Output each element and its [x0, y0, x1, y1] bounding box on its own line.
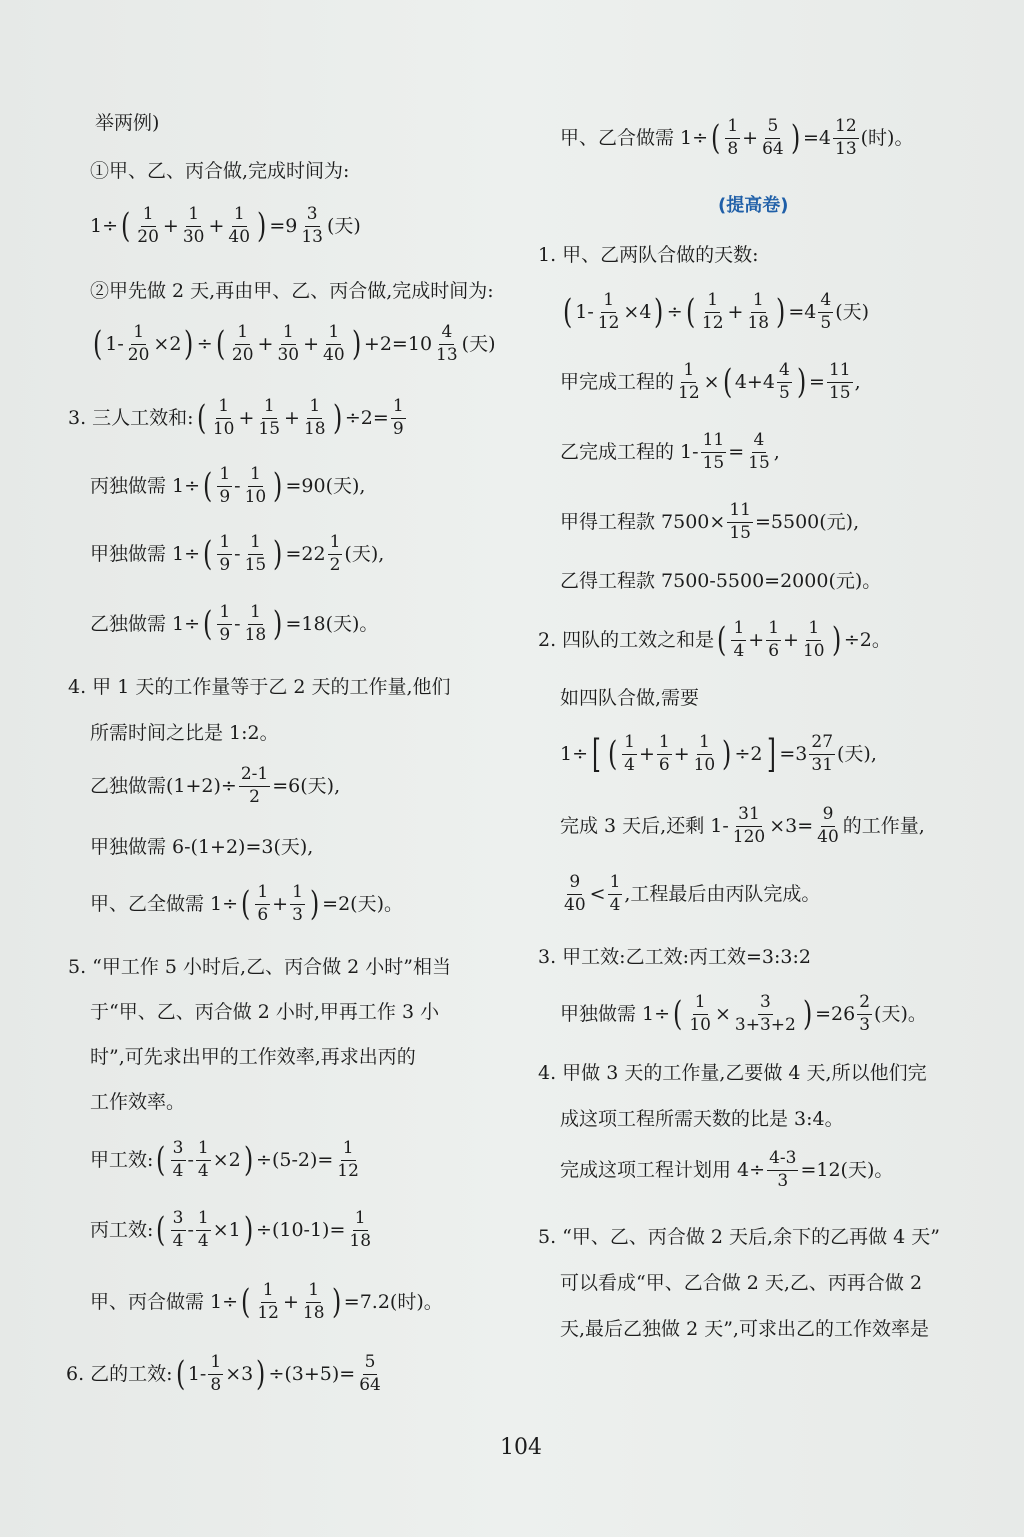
- q5-line-b: 于“甲、乙、丙合做 2 小时,甲再工作 3 小: [90, 1001, 440, 1023]
- section-title: (提高卷): [718, 195, 789, 216]
- p2-line-b: 如四队合做,需要: [560, 687, 700, 709]
- p5-line-c: 天,最后乙独做 2 天”,可求出乙的工作效率是: [560, 1318, 929, 1340]
- p5-line-a: 5. “甲、乙、丙合做 2 天后,余下的乙再做 4 天”: [538, 1226, 940, 1248]
- p1-line: 1. 甲、乙两队合做的天数:: [538, 244, 759, 266]
- p3-line: 3. 甲工效:乙工效:丙工效=3:3:2: [538, 946, 811, 968]
- q3-jia-alone: 甲独做需 1÷ ( $\frac{1}{9}$ - $\frac{1}{15}$ ) =22 $\frac{1}{2}$ (天),: [90, 532, 385, 575]
- q5-bing-efficiency: 丙工效: ( $\frac{3}{4}$ - $\frac{1}{4}$ ×1 ) ÷(10-1)= $\frac{1}{18}$: [90, 1208, 372, 1251]
- p4-line-a: 4. 甲做 3 天的工作量,乙要做 4 天,所以他们完: [538, 1062, 927, 1084]
- q5-line-c: 时”,可先求出甲的工作效率,再求出丙的: [90, 1046, 416, 1068]
- p2-efficiency-sum: 2. 四队的工效之和是 ( $\frac{1}{4}$ + $\frac{1}{6}$ + $\frac{1}{10}$ ) ÷2。: [538, 618, 891, 661]
- left-line-4: ②甲先做 2 天,再由甲、乙、丙合做,完成时间为:: [90, 280, 494, 302]
- q6-yi-efficiency: 6. 乙的工效: ( 1- $\frac{1}{8}$ ×3 ) ÷(3+5)= $\frac{5}{64}$: [66, 1352, 381, 1395]
- q4-line-b: 所需时间之比是 1:2。: [90, 722, 279, 744]
- q5-jia-bing-together: 甲、丙合做需 1÷ ( $\frac{1}{12}$ + $\frac{1}{18}$ ) =7.2(时)。: [90, 1280, 443, 1323]
- left-line-1: 举两例): [95, 112, 160, 134]
- p2-four-together: 1÷ [ ( $\frac{1}{4}$ + $\frac{1}{6}$ + $\frac{1}{10}$ ) ÷2 ] =3 $\frac{27}{31}$ (天),: [560, 732, 877, 777]
- q3-yi-alone: 乙独做需 1÷ ( $\frac{1}{9}$ - $\frac{1}{18}$ ) =18(天)。: [90, 602, 379, 645]
- q4-line-a: 4. 甲 1 天的工作量等于乙 2 天的工作量,他们: [68, 676, 451, 698]
- p5-line-b: 可以看成“甲、乙合做 2 天,乙、丙再合做 2: [560, 1272, 923, 1294]
- p1-jia-money: 甲得工程款 7500× $\frac{11}{15}$ =5500(元),: [560, 500, 860, 543]
- left-line-2: ①甲、乙、丙合做,完成时间为:: [90, 160, 350, 182]
- q4-yi-alone: 乙独做需(1+2)÷ $\frac{2-1}{2}$ =6(天),: [90, 764, 341, 807]
- q3-efficiency-sum: 3. 三人工效和: ( $\frac{1}{10}$ + $\frac{1}{15}$ + $\frac{1}{18}$ ) ÷2= $\frac{1}{9}$: [68, 396, 404, 439]
- formula-jia-first: ( 1- $\frac{1}{20}$ ×2 ) ÷ ( $\frac{1}{20}$ + $\frac{1}{30}$ + $\frac{1}{40}$ ) +2=10 $\frac{4}{13}$ (天): [92, 322, 496, 365]
- p1-yi-money: 乙得工程款 7500-5500=2000(元)。: [560, 570, 882, 592]
- q5-jia-efficiency: 甲工效: ( $\frac{3}{4}$ - $\frac{1}{4}$ ×2 ) ÷(5-2)= $\frac{1}{12}$: [90, 1138, 359, 1181]
- q4-jia-alone: 甲独做需 6-(1+2)=3(天),: [90, 836, 314, 858]
- p4-plan: 完成这项工程计划用 4÷ $\frac{4-3}{3}$ =12(天)。: [560, 1148, 894, 1191]
- formula-abc-together: 1÷ ( $\frac{1}{20}$ + $\frac{1}{30}$ + $\frac{1}{40}$ ) =9 $\frac{3}{13}$ (天): [90, 204, 361, 247]
- top-jia-yi-together: 甲、乙合做需 1÷ ( $\frac{1}{8}$ + $\frac{5}{64}$ ) =4 $\frac{12}{13}$ (时)。: [560, 116, 914, 159]
- p1-days-formula: ( 1- $\frac{1}{12}$ ×4 ) ÷ ( $\frac{1}{12}$ + $\frac{1}{18}$ ) =4 $\frac{4}{5}$ (天): [562, 290, 870, 333]
- p2-compare: $\frac{9}{40}$ < $\frac{1}{4}$ ,工程最后由丙队完成。: [564, 872, 821, 915]
- q3-bing-alone: 丙独做需 1÷ ( $\frac{1}{9}$ - $\frac{1}{10}$ ) =90(天),: [90, 464, 366, 507]
- p3-jia-alone: 甲独做需 1÷ ( $\frac{1}{10}$ × $\frac{3}{3+3+2}$ ) =26 $\frac{2}{3}$ (天)。: [560, 992, 927, 1035]
- p4-line-b: 成这项工程所需天数的比是 3:4。: [560, 1108, 844, 1130]
- page-number: 104: [500, 1435, 542, 1460]
- p2-remaining: 完成 3 天后,还剩 1- $\frac{31}{120}$ ×3= $\frac{9}{40}$ 的工作量,: [560, 804, 925, 847]
- q5-line-a: 5. “甲工作 5 小时后,乙、丙合做 2 小时”相当: [68, 956, 451, 978]
- p1-yi-part: 乙完成工程的 1- $\frac{11}{15}$ = $\frac{4}{15}$ ,: [560, 430, 780, 473]
- p1-jia-part: 甲完成工程的 $\frac{1}{12}$ × ( 4+4 $\frac{4}{5}$ ) = $\frac{11}{15}$ ,: [560, 360, 861, 403]
- q4-all-together: 甲、乙全做需 1÷ ( $\frac{1}{6}$ + $\frac{1}{3}$ ) =2(天)。: [90, 882, 404, 925]
- q5-line-d: 工作效率。: [90, 1091, 186, 1113]
